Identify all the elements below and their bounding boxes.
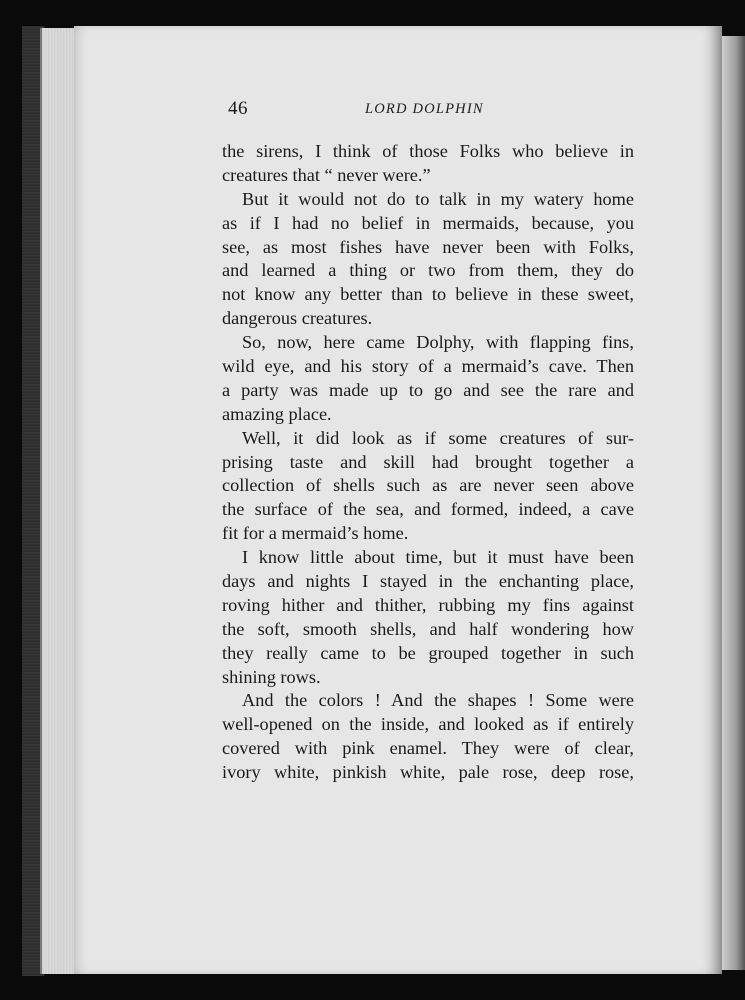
text-line: But it would not do to talk in my watery home — [242, 188, 634, 209]
text-line: wild eye, and his story of a mermaid’s cave. Then — [222, 356, 634, 377]
text-line: as if I had no belief in mermaids, because, you — [222, 212, 634, 233]
text-line: see, as most fishes have never been with Folks, — [222, 236, 634, 257]
text-line: dangerous creatures. — [222, 308, 373, 329]
text-line: well-opened on the inside, and looked as if entirely — [222, 714, 634, 735]
text-line: prising taste and skill had brought together a — [222, 451, 634, 472]
facing-page-edge — [722, 36, 745, 970]
running-head: LORD DOLPHIN — [365, 101, 484, 117]
body-text — [222, 140, 634, 785]
text-line: Well, it did look as if some creatures of sur- — [242, 427, 634, 448]
text-line: amazing place. — [222, 403, 332, 424]
text-line: the soft, smooth shells, and half wondering how — [222, 618, 634, 639]
scan-background — [0, 0, 745, 26]
text-line: roving hither and thither, rubbing my fins against — [222, 594, 634, 615]
text-line: fit for a mermaid’s home. — [222, 523, 409, 544]
page-stack-edge — [40, 28, 78, 974]
text-line: So, now, here came Dolphy, with flapping fins, — [242, 332, 634, 353]
page-header — [222, 98, 634, 124]
text-line: the sirens, I think of those Folks who believe in — [222, 141, 634, 161]
text-line: and learned a thing or two from them, they do — [222, 260, 634, 281]
page-number: 46 — [228, 98, 248, 119]
text-line: a party was made up to go and see the rare and — [222, 379, 634, 400]
text-line: ivory white, pinkish white, pale rose, deep rose, — [222, 762, 634, 783]
text-line: I know little about time, but it must have been — [242, 547, 634, 568]
text-line: And the colors ! And the shapes ! Some were — [242, 690, 634, 711]
text-line: covered with pink enamel. They were of clear, — [222, 738, 634, 759]
text-line: not know any better than to believe in these sweet, — [222, 284, 634, 305]
text-line: shining rows. — [222, 666, 321, 687]
text-line: days and nights I stayed in the enchanting place, — [222, 571, 634, 592]
text-line: creatures that “ never were.” — [222, 164, 431, 185]
text-line: they really came to be grouped together in such — [222, 642, 634, 663]
text-line: collection of shells such as are never seen above — [222, 475, 634, 496]
text-line: the surface of the sea, and formed, indeed, a cave — [222, 499, 634, 520]
